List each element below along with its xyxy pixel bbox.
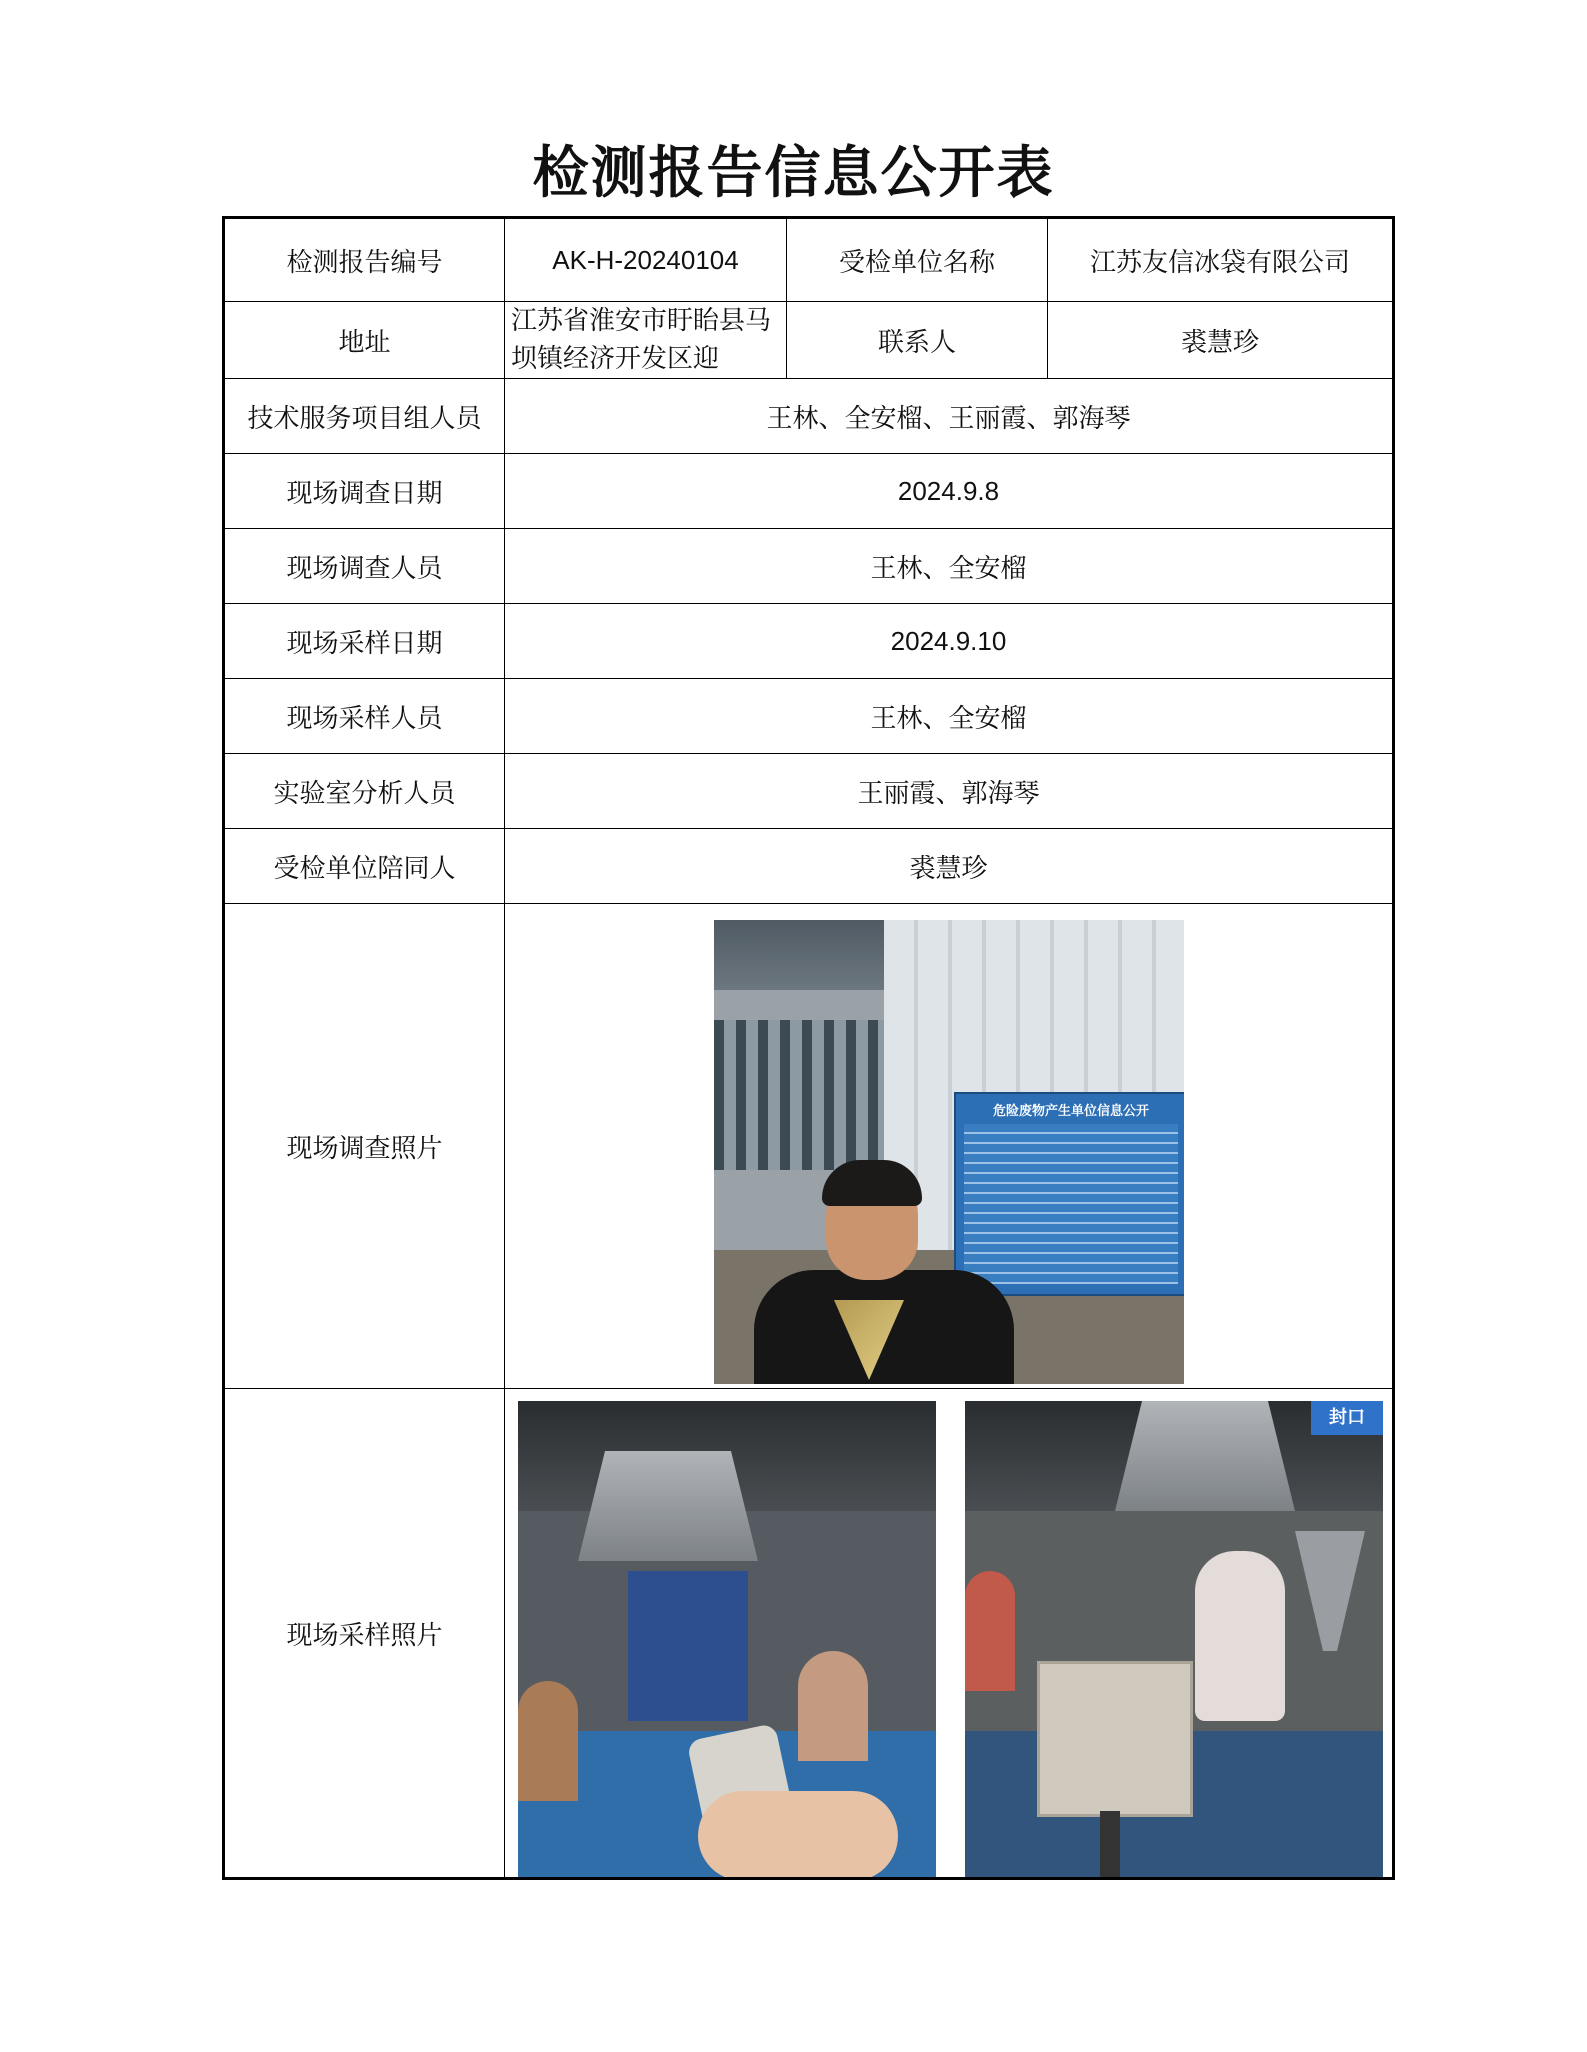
table-row: [224, 529, 1394, 604]
sampling-device: [1037, 1661, 1193, 1817]
lab-staff-value: 王丽霞、郭海琴: [505, 754, 1394, 829]
survey-staff-value: 王林、全安榴: [505, 529, 1394, 604]
escort-value: 裘慧珍: [505, 829, 1394, 904]
sample-photo-label: 现场采样照片: [224, 1389, 505, 1879]
report-info-table: [222, 216, 1395, 1880]
sample-date-value: 2024.9.10: [505, 604, 1394, 679]
survey-photo-cell: [505, 904, 1394, 1389]
team-label: 技术服务项目组人员: [224, 379, 505, 454]
lab-staff-label: 实验室分析人员: [224, 754, 505, 829]
survey-photo-label: 现场调查照片: [224, 904, 505, 1389]
table-row: [224, 302, 1394, 379]
unit-name-value: 江苏友信冰袋有限公司: [1048, 218, 1394, 302]
report-no-value: AK-H-20240104: [505, 218, 787, 302]
table-row: [224, 604, 1394, 679]
sampling-photo-1: [518, 1401, 936, 1879]
sample-staff-label: 现场采样人员: [224, 679, 505, 754]
escort-label: 受检单位陪同人: [224, 829, 505, 904]
workshop-sign: 封口: [1311, 1401, 1383, 1435]
table-row: [224, 904, 1394, 1389]
report-no-label: 检测报告编号: [224, 218, 505, 302]
table-row: [224, 379, 1394, 454]
address-value: 江苏省淮安市盱眙县马坝镇经济开发区迎: [511, 306, 772, 374]
table-row: [224, 1389, 1394, 1879]
info-board-heading: 危险废物产生单位信息公开: [992, 1104, 1149, 1119]
survey-staff-label: 现场调查人员: [224, 529, 505, 604]
sample-photo-cell: [505, 1389, 1394, 1879]
table-row: [224, 218, 1394, 302]
info-board: [954, 1092, 1184, 1296]
contact-value: 裘慧珍: [1048, 302, 1394, 379]
sample-date-label: 现场采样日期: [224, 604, 505, 679]
unit-name-label: 受检单位名称: [787, 218, 1048, 302]
survey-photo: [714, 920, 1184, 1384]
survey-date-value: 2024.9.8: [505, 454, 1394, 529]
survey-date-label: 现场调查日期: [224, 454, 505, 529]
sampling-photo-2: [965, 1401, 1383, 1879]
table-row: [224, 829, 1394, 904]
table-row: [224, 679, 1394, 754]
address-cell: [505, 302, 787, 379]
sample-staff-value: 王林、全安榴: [505, 679, 1394, 754]
table-row: [224, 454, 1394, 529]
team-value: 王林、全安榴、王丽霞、郭海琴: [505, 379, 1394, 454]
table-row: [224, 754, 1394, 829]
contact-label: 联系人: [787, 302, 1048, 379]
page-title: 检测报告信息公开表: [532, 141, 1055, 206]
address-label: 地址: [224, 302, 505, 379]
